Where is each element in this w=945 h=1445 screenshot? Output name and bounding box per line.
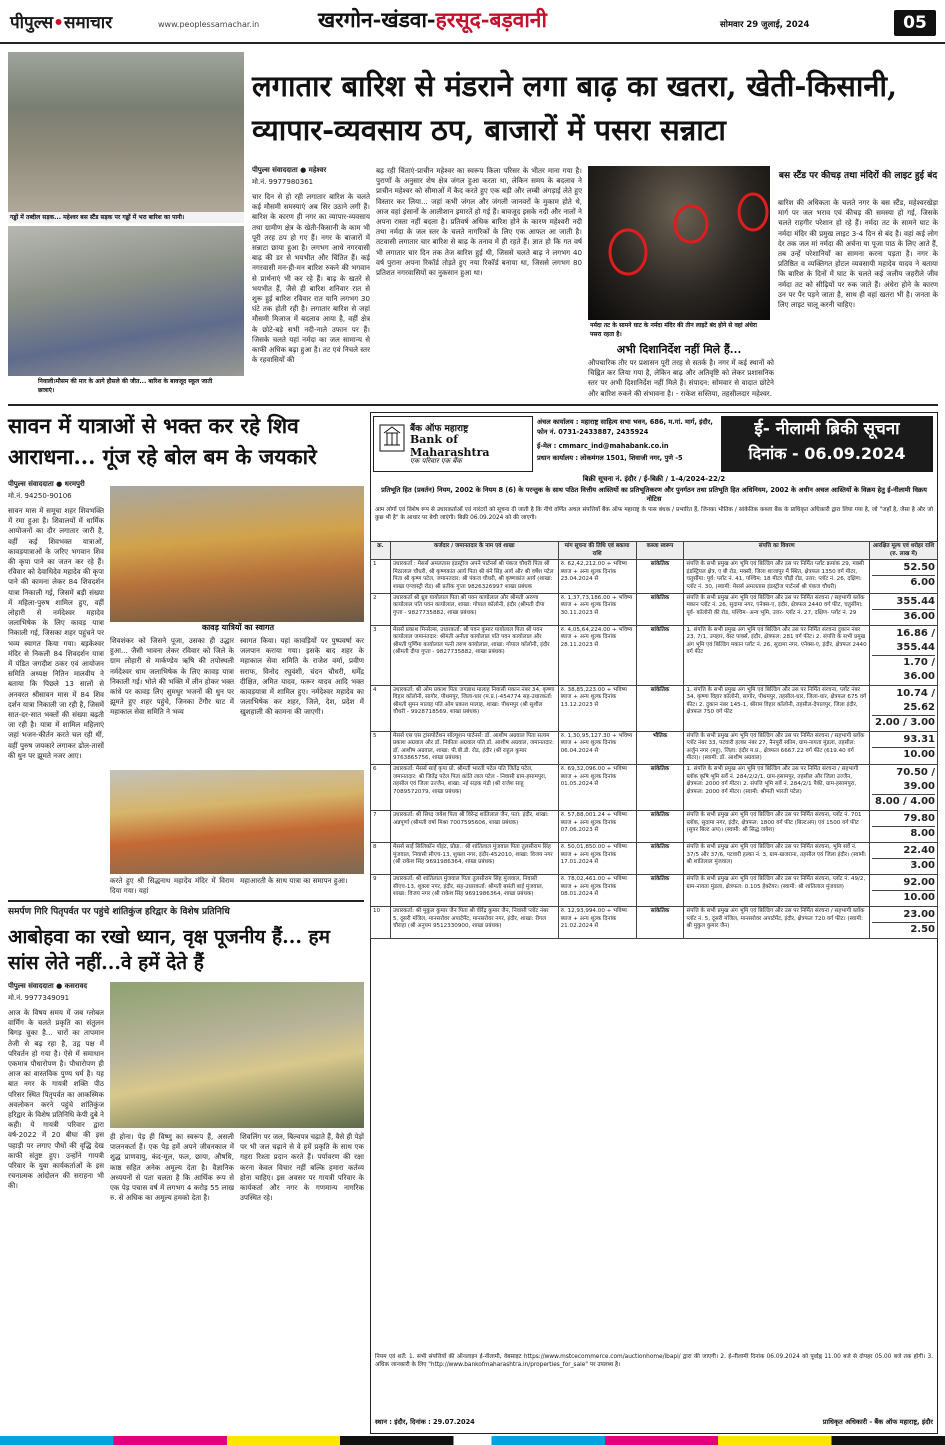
col-header: कब्जा स्वरूप	[636, 542, 684, 560]
plantation-photo	[110, 982, 364, 1128]
property-cell: संपत्ति के सभी प्रमुख अंग भूमि एवं बिल्डिंग और उस पर निर्मित संरचना / सहभागी ब्लॉक मकान प्लॉट नं. 26, सुदामा नगर, एनेक्स-ए, इंदौर, क्षेत्रफल 2440 वर्ग फीट, चतुर्सीमा: पूर्व- कॉलोनी की रोड, पश्चिम- अन्य भूमि, उत्तर- प्लॉट नं. 27, दक्षिण- प्लॉट नं. 29	[684, 593, 870, 625]
highlight-circles	[588, 166, 770, 320]
table-row	[371, 842, 938, 874]
earnest-money: 10.00	[872, 747, 935, 762]
borrower-cell: मेसर्स साईं सिलिकॉन पॉइंट, प्रोप्रा.: श्री शांतिलाल मुंजवाल पिता तुलसीराम सिंह मुंजवाल, निवासी सीएच-13, शुक्ला नगर, इंदौर-452010, शाखा: विजय नगर (श्री राकेश सिंह 9691986364, शाखा प्रबंधक)	[390, 842, 558, 874]
possession-cell: सांकेतिक	[636, 842, 684, 874]
sawan-mobile: मो.नं. 94250-90106	[8, 492, 72, 500]
kawad-yatra-caption: कावड़ यात्रियों का स्वागत	[174, 622, 302, 634]
row-number: 4	[371, 685, 391, 731]
row-number: 8	[371, 842, 391, 874]
earnest-money: 6.00	[872, 575, 935, 590]
reserve-cell	[870, 842, 938, 874]
notice-date: दिनांक - 06.09.2024	[748, 444, 906, 463]
property-cell: संपत्ति के सभी प्रमुख अंग भूमि एवं बिल्डिंग और उस पर निर्मित संरचना, प्लॉट नं. 49/2, ग्राम-नायता मुंडला, क्षेत्रफल: 0.105 हेक्टेयर। (स्वामी: श्री शांतिलाल मुंजवाल)	[684, 874, 870, 906]
demand-cell: रु. 1,37,73,186.00 + भविष्य ब्याज + अन्य शुल्क दिनांक 30.11.2023 से	[558, 593, 636, 625]
col-header: संपत्ति का विवरण	[684, 542, 870, 560]
reserve-price: 23.00	[903, 908, 935, 920]
reserve-cell	[870, 810, 938, 842]
divider	[8, 404, 938, 406]
col-header: मांग सूचना की तिथि एवं बकाया राशि	[558, 542, 636, 560]
auction-table	[370, 541, 938, 939]
kawad-yatra-photo-2	[110, 770, 364, 874]
row-number: 7	[371, 810, 391, 842]
head-office: प्रधान कार्यालय : लोकमंगल 1501, शिवाजी नगर, पुणे -5	[537, 454, 683, 462]
vriksh-col2: ही होना। पेड़ ही विष्णु का स्वरूप हैं, असली पालनकर्ता हैं। एक पेड़ हमें अपने जीवनकाल में शुद्ध प्राणवायु, कंद-मूल, फल, छाया, औषधि, काष्ठ सहित अनेक अमूल्य देता है। वैज्ञानिक अध्ययनों से पता चलता है कि आर्थिक रूप से एक पेड़ पचास वर्ष में लगभग 4 करोड़ 55 लाख रु. से अधिक का अमूल्य हमको देता है।	[110, 1132, 234, 1203]
borrower-cell: उधारकर्ता: श्री ओम प्रकाश पिता जगन्नाथ मालाह निवासी मकान नंबर 34, कृष्णा विहार कॉलोनी, सागोर, पीथमपुर, जिला-धार (म.प्र.)-454774 सह-उधारकर्ता: श्रीमती सुमन मालाह पति ओम प्रकाश मालाह, शाखा: पीथमपुर (श्री सुशील चौधरी - 9928718569, शाखा प्रबंधक)	[390, 685, 558, 731]
bank-emblem-icon	[378, 423, 406, 453]
sawan-col-left: सावन मास में समूचा शहर शिवभक्ति में रमा हुआ है। शिवालयों में धार्मिक आयोजनों का दौर लगातार जारी है, वहीं कई शिवभक्त यात्राओं, कावड़यात्राओं के जरिए भगवान शिव की कृपा पाने का जतन कर रहे हैं। रविवार को देवाधिदेव महादेव की कृपा पाने की कामना लेकर 84 शिवदर्शन यात्रा निकाली गई, जिसमें बड़ी संख्या में महिला-पुरुष शामिल हुए, वहीं लोहारी से नर्मदेश्वर महादेव जलाभिषेक के लिए कावड़ यात्रा निकाली गई, जिसका शहर पहुंचने पर भव्य स्वागत किया गया। बड़केश्वर मंदिर से निकली 84 शिवदर्शन यात्रा में पंडित जगदीश ठकर एवं आयोजन समिति अध्यक्ष नितिन मालवीय ने बताया कि पिछले 13 सालों से अनवरत श्रीसावन मास में 84 शिव दर्शन यात्रा निकाली जा रही है, जिसमें सात-दर-सात भक्तों की संख्या बढ़ती जा रही है। यात्रा में शामिल महिलाएं जहां भजन-कीर्तन करते चल रही थीं, वहीं पुरुष जयकारे लगाकर ढोल-तासों की धुन पर झूमते नजर आए।	[8, 506, 104, 760]
reserve-cell	[870, 625, 938, 685]
row-number: 6	[371, 764, 391, 810]
reserve-price: 22.40	[903, 844, 935, 856]
table-row	[371, 810, 938, 842]
sawan-bottom-caption: करते हुए श्री सिद्धनाथ महादेव मंदिर में विराम दिया गया। यहां	[110, 876, 234, 896]
row-number: 2	[371, 593, 391, 625]
highlight-circle-3	[739, 194, 767, 230]
demand-cell: रु. 62,42,212.00 + भविष्य ब्याज + अन्य शुल्क दिनांक 23.04.2024 से	[558, 560, 636, 593]
demand-cell: रु. 12,93,994.00 + भविष्य ब्याज + अन्य शुल्क दिनांक 21.02.2024 से	[558, 906, 636, 938]
earnest-money: 2.50	[872, 922, 935, 937]
borrower-cell: उधारकर्ता: श्री मुकुल कुमार जैन पिता श्री वीरेंद्र कुमार जैन, निवासी प्लॉट नंबर 5, दूसरी मंजिल, मानसरोवर अपार्टमेंट, मानसरोवर नगर, इंदौर, शाखा: रीगल चौराहा (श्री अनुपम 9512330900, शाखा प्रबंधक)	[390, 906, 558, 938]
lead-headline: लगातार बारिश से मंडराने लगा बाढ़ का खतरा, खेती-किसानी, व्यापार-व्यवसाय ठप, बाजारों में पसरा सन्नाटा	[252, 69, 898, 147]
reserve-cell	[870, 685, 938, 731]
lead-col1: चार दिन से हो रही लगातार बारिश के चलते कई मौसमी समस्याएं अब सिर उठाने लगी हैं। बारिश के कारण ही नगर का व्यापार-व्यवसाय तथा ग्रामीण क्षेत्र के खेती-किसानी के काम भी पूरी तरह ठप हो गए हैं। नगर के बाजारों में सन्नाटा छाया हुआ है। लगभग आधे नगरवासी बाढ़ की डर से भयभीत और चिंतित हैं। कई नगरवासी मन-ही-मन बारिश रुकने की भगवान से प्रार्थनाएं भी कर रहे हैं। बाढ़ के खतरे से भयभीत हैं, जैसे ही बारिश शनिवार रात से शुरू हुई बारिश रविवार रात यानि लगभग 30 घंटे तक होती रही है। लगातार बारिश से जहां मौसमी मिजाज में बदलाव आया है, वहीं क्षेत्र के छोटे-बड़े सभी नदी-नाले उफान पर हैं। जिसके चलते यहां नर्मदा का जल सामान्य से काफी अधिक बढ़ा हुआ है। तट एवं निचले स्तर के रहवासियों की	[252, 192, 370, 365]
vriksh-headline: आबोहवा का रखो ध्यान, वृक्ष पूजनीय हैं... हम सांस लेते नहीं...वे हमें देते हैं	[8, 926, 331, 974]
possession-cell: सांकेतिक	[636, 764, 684, 810]
property-cell: संपत्ति के सभी प्रमुख अंग भूमि एवं बिल्डिंग और उस पर निर्मित संरचना / सहभागी ब्लॉक प्लॉट नंबर 33, पटवारी हल्का नंबर 27, नैनपुरी स्कीम, ग्राम-नायता मुंडला, तहसील: अर्जुन नगर (महू), जिला: इंदौर म.प्र., क्षेत्रफल 6667.22 वर्ग फीट (619.40 वर्ग मीटर)। (स्वामी: डॉ. आशीष अग्रवाल)	[684, 731, 870, 764]
zonal-office: अंचल कार्यालय : महाराष्ट्र साहित्य सभा भवन, 686, म.गां. मार्ग, इंदौर, फोन नं. 0731-2433887, 2435924	[537, 418, 713, 436]
sawan-col-right: स्वागत किया। यहां कावड़ियों पर पुष्पवर्षा कर जलपान कराया गया। इसके बाद शहर के महाकाल सेवा समिति के राजेश वर्मा, प्रवीण सराफ, विनोद रघुवंशी, चंदन चौधरी, धर्मेंद्र दीक्षित, अमित यादव, फरूर यादव आदि भक्त कावड़यात्रा में शामिल हुए। नर्मदेश्वर महादेव का जलाभिषेक कर शहर, जिले, देश, प्रदेश में खुशहाली की कामना की जाएगी।	[240, 636, 364, 717]
divider	[8, 900, 364, 902]
page-number: 05	[894, 10, 936, 36]
reserve-price: 92.00	[903, 876, 935, 888]
reserve-price: 16.86 / 355.44	[896, 627, 935, 653]
sale-ref: बिक्री सूचना नं. इंदौर / ई-बिक्री / 1-4/2024-22/2	[582, 475, 726, 483]
possession-cell: सांकेतिक	[636, 874, 684, 906]
property-cell: 1. संपत्ति के सभी प्रमुख अंग भूमि एवं बिल्डिंग और उस पर निर्मित संरचना दुकान नंबर 23, 7/1, उपहार, वेस्ट पार्क्स, इंदौर, क्षेत्रफल: 281 वर्ग फीट। 2. संपत्ति के सभी प्रमुख अंग भूमि एवं बिल्डिंग मकान प्लॉट नं. 26, सुदामा नगर, एनेक्स-ए, इंदौर, क्षेत्रफल 2440 वर्ग फीट	[684, 625, 870, 685]
possession-cell: सांकेतिक	[636, 906, 684, 938]
vriksh-mobile: मो.नं. 9977349091	[8, 994, 70, 1002]
reserve-cell	[870, 764, 938, 810]
flooded-road-photo	[8, 52, 244, 212]
borrower-cell: उधारकर्ता: श्री शांतिलाल मुंजवाल पिता तुलसीराम सिंह मुंजवाल, निवासी सीएच-13, शुक्ला नगर, इंदौर, सह-उधारकर्ता: श्रीमती बसंती बाई मुंजवाल, शाखा: विजय नगर (श्री राकेश सिंह 9691986364, शाखा प्रबंधक)	[390, 874, 558, 906]
property-cell: संपत्ति के सभी प्रमुख अंग भूमि एवं बिल्डिंग और उस पर निर्मित प्लॉट क्रमांक 29, मक्सी इंडस्ट्रियल क्षेत्र, ए बी रोड, मक्सी, जिला शाजापुर में स्थित, क्षेत्रफल 1350 वर्ग मीटर, चतुर्सीमा: पूर्व: प्लॉट नं. 41, पश्चिम: 18 मीटर चौड़ी रोड, उत्तर: प्लॉट नं. 26, दक्षिण: प्लॉट नं. 30, (स्वामी: मेसर्स अमलतास इंडस्ट्रीज पार्टनर्स श्री पंकज चौधरी)	[684, 560, 870, 593]
property-cell: संपत्ति के सभी प्रमुख अंग भूमि एवं बिल्डिंग और उस पर निर्मित संरचना, प्लॉट नं. 701 ब्लॉक, सुदामा नगर, इंदौर, क्षेत्रफल: 1800 वर्ग फीट (बिल्टअप) एवं 1500 वर्ग फीट (सुपर बिल्ट अप)। (स्वामी: श्री सिद्ध जयेश)	[684, 810, 870, 842]
lead-subhead: अभी दिशानिर्देश नहीं मिले हैं...	[616, 343, 742, 356]
sidebar-text: बारिश की अधिकता के चलते नगर के बस स्टैंड, महेश्वरखेड़ा मार्ग पर जल भराव एवं कीचड़ की समस्या हो गई, जिसके चलते राहगीर परेशान हो रहे हैं। नर्मदा तट के सामने घाट के नर्मदा मंदिर की प्रमुख लाइट 3-4 दिन से बंद है। वहां कई लोग देर तक जल मां नर्मदा की अर्चना या पूजा पाठ के लिए आते हैं, तब उन्हें परेशानियों का सामना करना पड़ता है। नगर के प्रतिष्ठित व व्यक्तिगत होटल व्यवसायी महादेव यादव ने बताया कि बारिश के दिनों में घाट के चलते कई जलीय जहरीले जीव नर्मदा तट को सीढ़ियों पर रुक जाते हैं। अंधेरा होने के कारण उन पर पैर पड़ने जाता है, साथ ही वहां खतरा भी है। जनता के लिए लाइट चालू करनी चाहिए।	[778, 198, 938, 310]
auction-table-header	[371, 542, 938, 560]
row-number: 5	[371, 731, 391, 764]
section-title: खरगोन-खंडवा-हरसूद-बड़वानी	[318, 7, 547, 32]
table-row	[371, 906, 938, 938]
vriksh-col1: आज के विषय समय में जब ग्लोबल वार्मिंग के चलते प्रकृति का संतुलन बिगड़ चुका है... चारों का तापमान तेजी से बढ़ रहा है, उद्ग पक्ष में परिवर्तन हो गया है। ऐसे में समाधान एकमात्र पौधारोपण है। पौधारोपण ही आज का वास्तविक पुण्य धर्म है। यह बात नगर के गायत्री शक्ति पीठ परिसर स्थित पितृपर्वत का आकस्मिक अवलोकन करने पहुंचे शांतिकुंज हरिद्वार के विशेष प्रतिनिधि केपी दुबे ने कही। ये गायत्री परिवार द्वारा वर्ष-2022 में 20 बीघा की इस पहाड़ी पर लगाए पौधों की वृद्धि देख काफी संतुष्ट हुए। उन्होंने गायत्री परिवार के युवा कार्यकर्ताओं के इस रचनात्मक आंदोलन की सराहना भी की।	[8, 1008, 104, 1191]
possession-cell: सांकेतिक	[636, 685, 684, 731]
paper-logo: पीपुल्स•समाचार	[10, 13, 113, 33]
table-row	[371, 731, 938, 764]
lead-col2: बढ़ रही चिंताएं-प्राचीन महेश्वर का स्वरूप किला परिसर के भीतर माना गया है। पुराणों के अनुसार शेष क्षेत्र जंगल हुआ करता था, लेकिन समय के बदलाव ने प्राचीन महेश्वर को सीमाओं में कैद करते हुए एक बड़ी और लम्बी अंगड़ाई लेते हुए विस्तार कर लिया... जहां कभी जंगल और जंगली जानवरों के मुकाम होते थे, आज वहां इंसानों के आलीशान इमारतें हो गई हैं। बावजूद इसके नदी और नालों ने अपना रास्ता नहीं बदला है। प्रतिवर्ष अधिक बारिश होने के कारण महेश्वरी नदी तथा नर्मदा के जल स्तर के चलते नागरिकों के लिए एक आफत आ जाती है। तटवासी लगातार चार बारिश से बाढ़ के तनाव में ही रहते हैं। ज्ञात हो कि गत वर्ष भी लगातार चार दिन तक तेज बारिश हुई थी, जिससे चलते बाढ़ ने लगभग 40 वर्ष पुराना अपना रिकॉर्ड तोड़ते हुए नया रिकॉर्ड बनाया था, जिससे लगभग 80 प्रतिशत नगरवासियों का नुकसान हुआ था।	[376, 166, 582, 278]
row-number: 3	[371, 625, 391, 685]
table-row	[371, 593, 938, 625]
vriksh-byline: पीपुल्स संवाददाता ● कसरावद	[8, 982, 88, 990]
kawad-yatra-photo-1	[110, 486, 364, 622]
table-row	[371, 625, 938, 685]
earnest-money: 8.00 / 4.00	[872, 794, 935, 809]
table-row	[371, 874, 938, 906]
demand-cell: रु. 50,01,850.00 + भविष्य ब्याज + अन्य शुल्क दिनांक 17.01.2024 से	[558, 842, 636, 874]
reserve-cell	[870, 906, 938, 938]
possession-cell: सांकेतिक	[636, 560, 684, 593]
highlight-circle-1	[610, 230, 646, 274]
possession-cell: सांकेतिक	[636, 625, 684, 685]
row-number: 10	[371, 906, 391, 938]
borrower-cell: उधारकर्ता: श्री सिध्द जयेश पिता श्री विरेन्द्र शांतिलाल जैन, पता: इंदौर, शाखा: अन्नपूर्णा (श्रीमती वर्षा मिश्रा 7007595606, शाखा प्रबंधक)	[390, 810, 558, 842]
flooded-road-caption: गड्ढों में तब्दील सड़क... महेश्वर बस स्टैंड सड़क पर गड्ढों में भरा बारिश का पानी।	[8, 212, 244, 223]
demand-cell: रु. 57,88,001.24 + भविष्य ब्याज + अन्य शुल्क दिनांक 07.06.2023 से	[558, 810, 636, 842]
possession-cell: सांकेतिक	[636, 810, 684, 842]
reserve-price: 52.50	[903, 562, 935, 574]
borrower-cell: उधारकर्ता श्री ध्रुव यायोलाल पिता श्री पवन कायोलाल और श्रीमती अरुणा कायोलाल पति पवन कायोलाल, शाखा: गोपाल कॉलोनी, इंदौर (श्रीमती दीपा गुप्ता - 9827735882, शाखा प्रबंधक)	[390, 593, 558, 625]
students-rain-photo	[8, 226, 244, 376]
earnest-money: 8.00	[872, 826, 935, 841]
reserve-cell	[870, 874, 938, 906]
sidebar-title: बस स्टैंड पर कीचड़ तथा मंदिरों की लाइट हुई बंद	[778, 171, 938, 181]
temple-night-photo	[588, 166, 770, 320]
notice-place-date: स्थान : इंदौर, दिनांक : 29.07.2024	[375, 1418, 475, 1426]
reserve-price: 70.50 / 39.00	[896, 766, 935, 792]
table-row	[371, 560, 938, 593]
reserve-price: 79.80	[903, 812, 935, 824]
bank-notice	[370, 412, 938, 1434]
property-cell: संपत्ति के सभी प्रमुख अंग भूमि एवं बिल्डिंग और उस पर निर्मित संरचना / सहभागी ब्लॉक प्लॉट नं. 5, दूसरी मंजिल, मानसरोवर अपार्टमेंट, इंदौर, क्षेत्रफल 720 वर्ग फीट। (स्वामी: श्री मुकुल कुमार जैन)	[684, 906, 870, 938]
reserve-price: 93.31	[903, 733, 935, 745]
paper-url: www.peoplessamachar.in	[158, 20, 260, 29]
temple-photo-caption: नर्मदा तट के सामने घाट के नर्मदा मंदिर की तीन लाइटें बंद होने से वहां अंधेरा पसरा रहता है।	[588, 320, 770, 340]
print-registration-marks	[0, 1436, 945, 1445]
sawan-bottom-caption-2: महाआरती के साथ यात्रा का समापन हुआ।	[240, 876, 348, 885]
demand-cell: रु. 38,85,223.00 + भविष्य ब्याज + अन्य शुल्क दिनांक 13.12.2023 से	[558, 685, 636, 731]
borrower-cell: मेसर्स प्रकाश मिनरेल्स, उधारकर्ता: श्री पवन कुमार यायोलाल पिता श्री पवन कायोलाल जमानतदार: श्रीमती अनीता कायोलाल पति पवन कायोलाल और श्रीमती पूर्णिमा कायोलाल पत्नी तरुण कायोलाल, शाखा: गोपाल कॉलोनी, इंदौर (श्रीमती दीपा गुप्ता - 9827735882, शाखा प्रबंधक)	[390, 625, 558, 685]
earnest-money: 36.00	[872, 609, 935, 624]
notice-intro: प्रतिभूति हित (प्रवर्तन) नियम, 2002 के नियम 8 (6) के परन्तुक के साथ पठित वित्तीय आस्तियों का प्रतिभूतिकरण और पुनर्गठन तथा प्रतिभूति हित अधिनियम, 2002 के अधीन अचल आस्तियों के विक्रय हेतु ई-नीलामी विक्रय नोटिस	[381, 486, 927, 503]
possession-cell: भौतिक	[636, 731, 684, 764]
earnest-money: 1.70 / 36.00	[872, 655, 935, 684]
earnest-money: 3.00	[872, 858, 935, 873]
bank-name-en: Bank of Maharashtra	[410, 433, 490, 459]
notice-signatory: प्राधिकृत अधिकारी - बैंक ऑफ महाराष्ट्र, इंदौर	[822, 1418, 933, 1426]
demand-cell: रु. 1,30,95,127.30 + भविष्य ब्याज + अन्य शुल्क दिनांक 06.04.2024 से	[558, 731, 636, 764]
demand-cell: रु. 69,32,096.00 + भविष्य ब्याज + अन्य शुल्क दिनांक 01.05.2024 से	[558, 764, 636, 810]
reserve-price: 355.44	[896, 595, 935, 607]
possession-cell: सांकेतिक	[636, 593, 684, 625]
demand-cell: रु. 4,05,64,224.00 + भविष्य ब्याज + अन्य शुल्क दिनांक 28.11.2023 से	[558, 625, 636, 685]
lead-byline: पीपुल्स संवाददाता ● महेश्वर	[252, 166, 327, 174]
bank-email: ई-मेल : cmmarc_ind@mahabank.co.in	[537, 442, 669, 450]
lead-subhead-text: औपचारिक तौर पर प्रशासन पूरी तरह से सतर्क है। नगर में कई स्थानों को चिह्नित कर लिया गया है, लेकिन बाढ़ और अतिवृष्टि को लेकर प्रशासनिक स्तर पर अभी दिशानिर्देश नहीं मिले हैं। संपादन: सोमवार से वादात छोटेने और बारिश रुकने की संभावना है। - राकेश सस्तिया, तहसीलदार महेश्वर.	[588, 358, 774, 398]
bank-logo-box	[373, 416, 533, 472]
reserve-cell	[870, 593, 938, 625]
sawan-byline: पीपुल्स संवाददाता ● धरमपुरी	[8, 480, 85, 488]
bank-tagline: एक परिवार एक बैंक	[410, 457, 462, 465]
vriksh-kicker: समर्पण गिरि पितृपर्वत पर पहुंचे शांतिकुंज हरिद्वार के विशेष प्रतिनिधि	[8, 907, 230, 917]
highlight-circle-2	[675, 206, 707, 242]
sawan-headline: सावन में यात्राओं से भक्त कर रहे शिव आराधना... गूंज रहे बोल बम के जयकारे	[8, 413, 317, 469]
col-header: क्र.	[371, 542, 391, 560]
notice-title: ई- नीलामी ब्रिकी सूचना	[754, 419, 900, 439]
property-cell: संपत्ति के सभी प्रमुख अंग भूमि एवं बिल्डिंग और उस पर निर्मित संरचना, भूमि सर्वे नं. 37/5 और 37/6, पटवारी हल्का नं. 3, ग्राम-खजराना, तहसील एवं जिला इंदौर। (स्वामी: श्री शांतिलाल मुंजवाल)	[684, 842, 870, 874]
borrower-cell: मेसर्स एस एस ट्रांसपोर्टेशन सॉल्यूशन पार्टनर्स: डॉ. आशीष अग्रवाल पिता सत्यम प्रकाश अग्रवाल और डॉ. निकीता अग्रवाल पति डॉ. आशीष अग्रवाल, जमानतदार: डॉ. आशीष अग्रवाल, शाखा: पी.बी.डी. रोड, इंदौर (श्री राहुल कुमार 9763865756, शाखा प्रबंधक)	[390, 731, 558, 764]
table-row	[371, 685, 938, 731]
notice-intro-2: आम लोगों एवं विशेष रूप से उधारकर्ताओं एवं गारंटरों को सूचना दी जाती है कि नीचे वर्णित अचल संपत्तियाँ बैंक ऑफ महाराष्ट्र के पास बंधक / प्रभारित हैं, जिनका भौतिक / सांकेतिक कब्जा बैंक के प्राधिकृत अधिकारी द्वारा लिया गया है, जो "जहाँ है, जैसा है और जो कुछ भी है" के आधार पर बेची जाएंगी। बिक्री 06.09.2024 को की जाएगी।	[375, 507, 933, 521]
bank-name-hi: बैंक ऑफ महाराष्ट्र	[410, 424, 469, 434]
masthead	[0, 0, 945, 44]
reserve-price: 10.74 / 25.62	[896, 687, 935, 713]
lead-mobile: मो.नं. 9977980361	[252, 178, 314, 186]
row-number: 9	[371, 874, 391, 906]
notice-footer-note: नियम एवं शर्तें: 1. सभी संपत्तियों की ऑनलाइन ई-नीलामी, वेबसाइट https://www.mstcecommerce.com/auctionhome/ibapi/ द्वारा की जाएगी। 2. ई-नीलामी दिनांक 06.09.2024 को पूर्वाह्न 11.00 बजे से दोपहर 05.00 बजे तक होगी। 3. अधिक जानकारी के लिए "http://www.bankofmaharashtra.in/properties_for_sale" पर उपलब्ध है।	[375, 1354, 933, 1368]
col-header: आरक्षित मूल्य एवं धरोहर राशि (रु. लाख में)	[870, 542, 938, 560]
reserve-cell	[870, 560, 938, 593]
property-cell: 1. संपत्ति के सभी प्रमुख अंग भूमि एवं बिल्डिंग और उस पर निर्मित संरचना / सहभागी ब्लॉक कृषि भूमि सर्वे नं. 284/2/2/1, ग्राम-हसामपुर, तहसील और जिला उज्जैन, क्षेत्रफल: 2000 वर्ग मीटर। 2. संपत्ति भूमि सर्वे नं. 284/2/1 पैकी, ग्राम-हसामपुरा, क्षेत्रफल: 2000 वर्ग मीटर। (स्वामी: श्रीमती भारती पटेल)	[684, 764, 870, 810]
auction-table-wrap	[370, 541, 938, 1351]
reserve-cell	[870, 731, 938, 764]
row-number: 1	[371, 560, 391, 593]
demand-cell: रु. 78,02,461.00 + भविष्य ब्याज + अन्य शुल्क दिनांक 08.01.2024 से	[558, 874, 636, 906]
property-cell: 1. संपत्ति के सभी प्रमुख अंग भूमि एवं बिल्डिंग और उस पर निर्मित संरचना, प्लॉट नंबर 34, कृष्णा विहार कॉलोनी, सागोर, पीथमपुर, तहसील-धार, जिला-धार, क्षेत्रफल 675 वर्ग फीट। 2. दुकान नंबर 145-1, श्रीराम विहार कॉलोनी, तहसील-देपालपुर, जिला इंदौर, क्षेत्रफल 750 वर्ग फीट	[684, 685, 870, 731]
borrower-cell: उधारकर्ता: मेसर्स साईं कृपा प्रो. श्रीमती भारती पटेल पति जितेंद्र पटेल, जमानतदार: श्री जितेंद्र पटेल पिता कांति लाल पटेल - निवासी ग्राम-हसामपुरा, तहसील एवं जिला उज्जैन, शाखा: नई सड़क मंडी (श्री राजेश साहू 7089572079, शाखा प्रबंधक)	[390, 764, 558, 810]
students-rain-caption: निवाली।मौसम की मार के आगे हौसले की जीत... बारिश के बावजूद स्कूल जाती छात्राएं।	[36, 376, 226, 396]
earnest-money: 2.00 / 3.00	[872, 715, 935, 730]
table-row	[371, 764, 938, 810]
sawan-col-mid: शिवशंकर को जिसने पूजा, उसका ही उद्धार हुआ... जैसी भावना लेकर रविवार को जिले के ग्राम लोहारी से मार्कण्डेय ऋषि की तपोस्थली नर्मदेश्वर धाम जलाभिषेक के लिए कावड़ यात्रा निकाली गई। भोले की भक्ति में लीन होकर भक्त कांधे पर कावड़ लिए सुमधुर भजनों की धुन पर झूमते हुए शहर पहुंचे, जिनका टेंगौर घाट में महाकाल सेवा समिति ने भव्य	[110, 636, 234, 717]
col-header: कर्जदार / जमानतदार के नाम एवं शाखा	[390, 542, 558, 560]
vriksh-col3: शिवलिंग पर जल, बिल्वपत्र चढ़ाते हैं, वैसे ही पेड़ों पर भी जल चढ़ाने से वे हमें प्रकृति के साथ एक गहरा रिश्ता प्रदान करते हैं। पर्यावरण की रक्षा करना केवल विचार नहीं बल्कि हमारा कर्तव्य होना चाहिए। इस अवसर पर गायत्री परिवार के कार्यकर्ता और नगर के गणमान्य नागरिक उपस्थित रहे।	[240, 1132, 364, 1203]
borrower-cell: उधारकर्ता : मेसर्स अमलतास इंडस्ट्रीज अपने पार्टनर्स श्री पंकज चौधरी पिता श्री मिठालाल चौधरी, श्री कृष्णकांत आर्य पिता श्री बंने सिंह आर्य और श्री वर्षेश पटेल पिता श्री कृष्ण पटेल, जमानतदार: श्री पंकज चौधरी, श्री कृष्णकांत आर्य (शाखा: शाखा एग्जास्ट्री रोड) श्री प्रतीक गुप्ता 9826326997 शाखा प्रबंधक	[390, 560, 558, 593]
earnest-money: 10.00	[872, 890, 935, 905]
issue-date: सोमवार 29 जुलाई, 2024	[720, 20, 810, 30]
notice-title-box	[721, 416, 933, 472]
